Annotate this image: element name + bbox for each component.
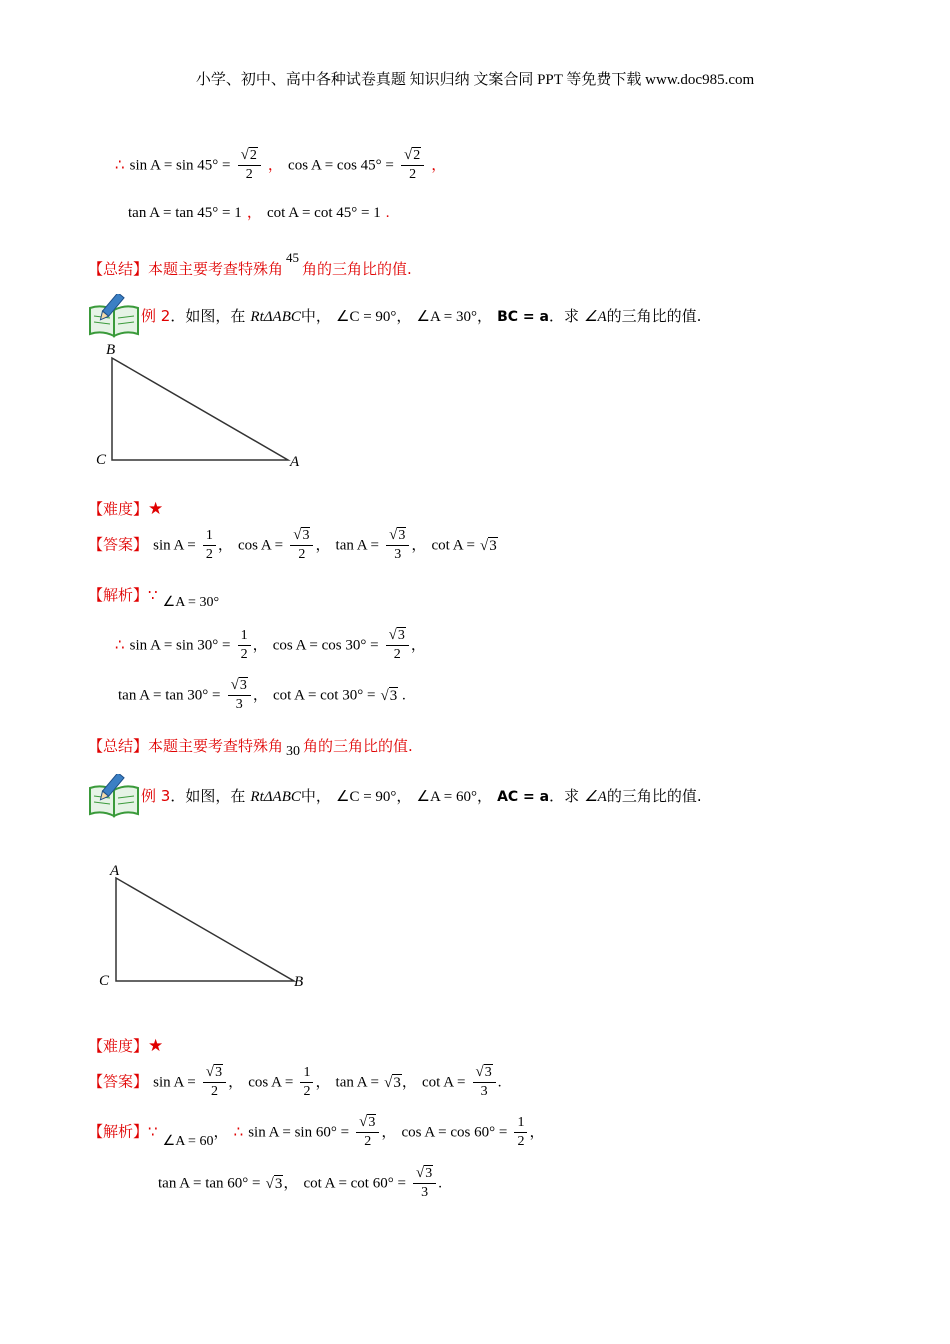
vertex-c: C bbox=[99, 973, 110, 989]
ans3-sin-fraction: $\frac{√3}{2}$ bbox=[203, 1063, 226, 1101]
sol2-tan-fraction: $\frac{√3}{3}$ bbox=[228, 676, 251, 714]
ans3-cot-fraction: $\frac{√3}{3}$ bbox=[473, 1063, 496, 1101]
triangle-name: RtΔABC bbox=[250, 309, 301, 325]
sol2-sin-fraction: $\frac{1}{2}$ bbox=[238, 627, 251, 664]
angle-c: ∠C = 90° bbox=[336, 789, 397, 805]
book-pencil-icon bbox=[88, 294, 140, 338]
ans2-tan-fraction: $\frac{√3}{3}$ bbox=[386, 526, 409, 564]
triangle-figure-2 bbox=[90, 340, 320, 475]
vertex-b: B bbox=[294, 974, 304, 990]
difficulty-3 bbox=[88, 1035, 163, 1056]
summary-tag: 【总结】 bbox=[88, 260, 149, 278]
example-2-prompt: 例 2．如图，在 RtΔABC中， ∠C = 90°， ∠A = 30°， BC = a．求 ∠A的三角比的值. bbox=[141, 307, 702, 325]
vertex-a: A bbox=[110, 863, 120, 879]
ex1-cos: cos A = cos 45° = bbox=[288, 157, 394, 174]
vertex-c: C bbox=[96, 452, 107, 468]
answer-3: 【答案】 sin A = $\frac{√3}{2}$ ， cos A = $\frac{1}{2}$ ， tan A = √3， cot A = $\frac{√3}{3}$ . bbox=[88, 1064, 502, 1099]
page-header: 小学、初中、高中各种试卷真题 知识归纳 文案合同 PPT 等免费下载 www.doc985.com bbox=[195, 72, 755, 88]
ans2-cos-fraction: $\frac{√3}{2}$ bbox=[290, 526, 313, 564]
solution-2-head: 【解析】∵ ∠A = 30° bbox=[88, 586, 220, 610]
angle-a: ∠A = 60° bbox=[416, 789, 477, 805]
given-side: BC = a bbox=[497, 309, 549, 325]
sol3-cot-fraction: $\frac{√3}{3}$ bbox=[413, 1164, 436, 1202]
answer-tag: 【答案】 bbox=[88, 535, 149, 554]
triangle-name: RtΔABC bbox=[250, 789, 301, 805]
ex1-line2: tan A = tan 45° = 1 ， cot A = cot 45° = 1 . bbox=[128, 205, 390, 221]
ans3-cos-fraction: $\frac{1}{2}$ bbox=[300, 1064, 313, 1101]
star-icon: ★ bbox=[148, 499, 164, 519]
ex1-cos-fraction: $\frac{√2}{2}$ bbox=[401, 146, 424, 184]
ex1-sin: sin A = sin 45° = bbox=[129, 157, 231, 174]
example-3-prompt: 例 3．如图，在 RtΔABC中， ∠C = 90°， ∠A = 60°， AC = a．求 ∠A的三角比的值. bbox=[141, 787, 702, 805]
summary-2: 【总结】本题主要考查特殊角 30 角的三角比的值. bbox=[88, 737, 413, 759]
example-2-label: 例 2 bbox=[141, 307, 171, 325]
because-symbol: ∵ bbox=[148, 588, 158, 604]
sol3-cos-fraction: $\frac{1}{2}$ bbox=[514, 1114, 527, 1151]
solution-3-line1: 【解析】∵ ∠A = 60， ∴ sin A = sin 60° = $\frac{√3}{2}$ ， cos A = cos 60° = $\frac{1}{2}$ ， bbox=[88, 1114, 545, 1149]
solution-2-line2: tan A = tan 30° = $\frac{√3}{3}$ ， cot A = cot 30° = √3 . bbox=[118, 677, 406, 712]
triangle-figure-3 bbox=[90, 860, 320, 995]
ans2-cot-root: √3 bbox=[480, 537, 497, 554]
ex1-tan: tan A = tan 45° = 1 bbox=[128, 205, 242, 221]
ex1-sin-fraction: $\frac{√2}{2}$ bbox=[238, 146, 261, 184]
solution-3-line2: tan A = tan 60° = √3， cot A = cot 60° = $\frac{√3}{3}$ . bbox=[158, 1165, 443, 1200]
difficulty-tag: 【难度】 bbox=[88, 1037, 149, 1055]
angle-a: ∠A = 30° bbox=[416, 309, 477, 325]
answer-2: 【答案】 sin A = $\frac{1}{2}$ ， cos A = $\frac{√3}{2}$ ， tan A = $\frac{√3}{3}$ ， cot A = √3 bbox=[88, 527, 497, 562]
difficulty-tag: 【难度】 bbox=[88, 500, 149, 518]
given-side: AC = a bbox=[497, 789, 550, 805]
book-pencil-icon bbox=[88, 774, 140, 818]
vertex-b: B bbox=[106, 342, 116, 358]
ans2-sin-fraction: $\frac{1}{2}$ bbox=[203, 527, 216, 564]
summary-angle: 30 bbox=[286, 744, 301, 759]
ask-angle: ∠A bbox=[584, 309, 607, 325]
vertex-a: A bbox=[290, 454, 300, 470]
star-icon: ★ bbox=[148, 1036, 164, 1056]
triangle-shape bbox=[116, 878, 294, 981]
summary-angle: 45 bbox=[286, 250, 300, 265]
ask-angle: ∠A bbox=[584, 789, 607, 805]
sol2-cos-fraction: $\frac{√3}{2}$ bbox=[386, 626, 409, 664]
difficulty-2 bbox=[88, 498, 163, 519]
therefore-symbol: ∴ bbox=[115, 157, 125, 174]
sol3-sin-fraction: $\frac{√3}{2}$ bbox=[356, 1113, 379, 1151]
ex1-line1: ∴ sin A = sin 45° = $\frac{√2}{2}$ ， cos A = cos 45° = $\frac{√2}{2}$ ， bbox=[115, 147, 447, 182]
example-3-label: 例 3 bbox=[141, 787, 171, 805]
angle-c: ∠C = 90° bbox=[336, 309, 397, 325]
solution-2-line1: ∴ sin A = sin 30° = $\frac{1}{2}$ ， cos A = cos 30° = $\frac{√3}{2}$ ， bbox=[115, 627, 426, 662]
triangle-shape bbox=[112, 358, 288, 460]
summary-1: 【总结】本题主要考查特殊角$^{45}$角的三角比的值. bbox=[88, 250, 412, 278]
solution-tag: 【解析】 bbox=[88, 586, 149, 604]
ex1-cot: cot A = cot 45° = 1 bbox=[266, 205, 381, 221]
